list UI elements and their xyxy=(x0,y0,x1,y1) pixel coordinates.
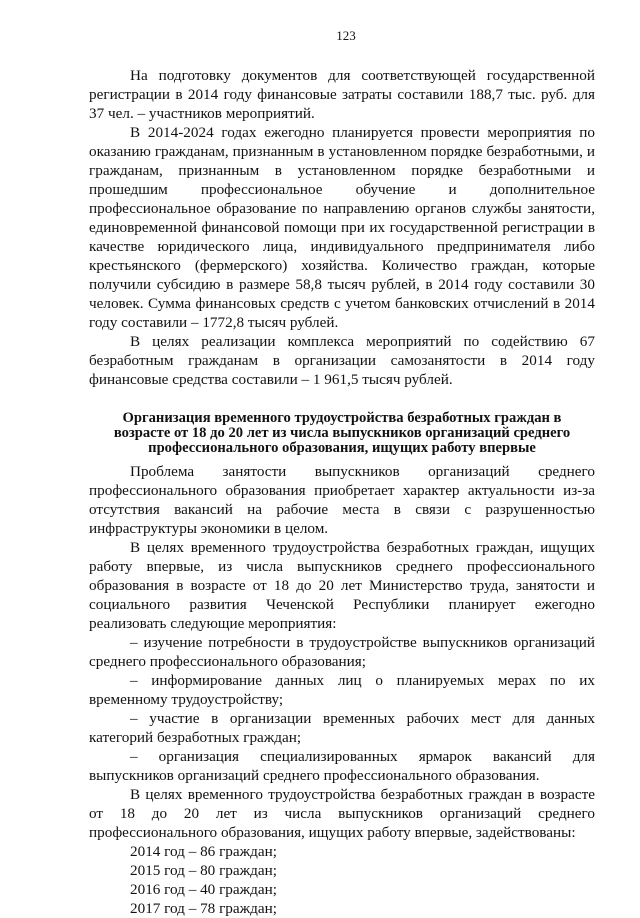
list-item: – участие в организации временных рабочих мест для данных категорий безработных граждан; xyxy=(89,710,595,746)
paragraph-self-employment: В целях реализации комплекса мероприятий по содействию 67 безработным гражданам в организации самозанятости в 2014 году финансовые средства составили – 1 961,5 тысяч рублей. xyxy=(89,333,595,388)
paragraph-ministry-plan: В целях временного трудоустройства безработных граждан, ищущих работу впервые, из числа выпускников среднего профессионального образования в возрасте от 18 до 20 лет Министерство труда, занятости и социального развития Чеченской Республики планирует ежегодно реализовать следующие мероприятия: xyxy=(89,539,595,632)
section-heading-line: возрасте от 18 до 20 лет из числа выпускников организаций среднего xyxy=(113,425,571,441)
year-count-line: 2014 год – 86 граждан; xyxy=(130,843,277,860)
year-count-line: 2017 год – 78 граждан; xyxy=(130,900,277,917)
year-count-line: 2016 год – 40 граждан; xyxy=(130,881,277,898)
paragraph-involved: В целях временного трудоустройства безработных граждан в возрасте от 18 до 20 лет из числа выпускников организаций среднего профессионального образования, ищущих работу впервые, задействованы: xyxy=(89,786,595,841)
section-heading-line: профессионального образования, ищущих работу впервые xyxy=(148,440,536,456)
list-item: – организация специализированных ярмарок вакансий для выпускников организаций среднего профессионального образования. xyxy=(89,748,595,784)
page-number: 123 xyxy=(336,28,356,43)
year-count-line: 2015 год – 80 граждан; xyxy=(130,862,277,879)
paragraph-registration-costs: На подготовку документов для соответствующей государственной регистрации в 2014 году финансовые затраты составили 188,7 тыс. руб. для 37 чел. – участников мероприятий. xyxy=(89,67,595,122)
paragraph-problem: Проблема занятости выпускников организаций среднего профессионального образования приобретает характер актуальности из-за отсутствия вакансий на рабочие места в связи с разрушенностью инфраструктуры экономики в целом. xyxy=(89,463,595,537)
paragraph-financial-aid: В 2014-2024 годах ежегодно планируется провести мероприятия по оказанию гражданам, признанным в установленном порядке безработными, и гражданам, признанным в установленном порядке безработными и прошедшим профессиональное обучение и дополнительное профессиональное образование по направлению органов службы занятости, единовременной финансовой помощи при их государственной регистрации в качестве юридического лица, индивидуального предпринимателя либо крестьянского (фермерского) хозяйства. Количество граждан, которые получили субсидию в размере 58,8 тысяч рублей, в 2014 году составили 30 человек. Сумма финансовых средств с учетом банковских отчислений в 2014 году составили – 1772,8 тысяч рублей. xyxy=(89,124,595,331)
list-item: – информирование данных лиц о планируемых мерах по их временному трудоустройству; xyxy=(89,672,595,708)
list-item: – изучение потребности в трудоустройстве выпускников организаций среднего профессионального образования; xyxy=(89,634,595,670)
section-heading xyxy=(89,411,595,456)
document-page xyxy=(89,28,595,918)
section-heading-line: Организация временного трудоустройства безработных граждан в xyxy=(122,410,562,426)
